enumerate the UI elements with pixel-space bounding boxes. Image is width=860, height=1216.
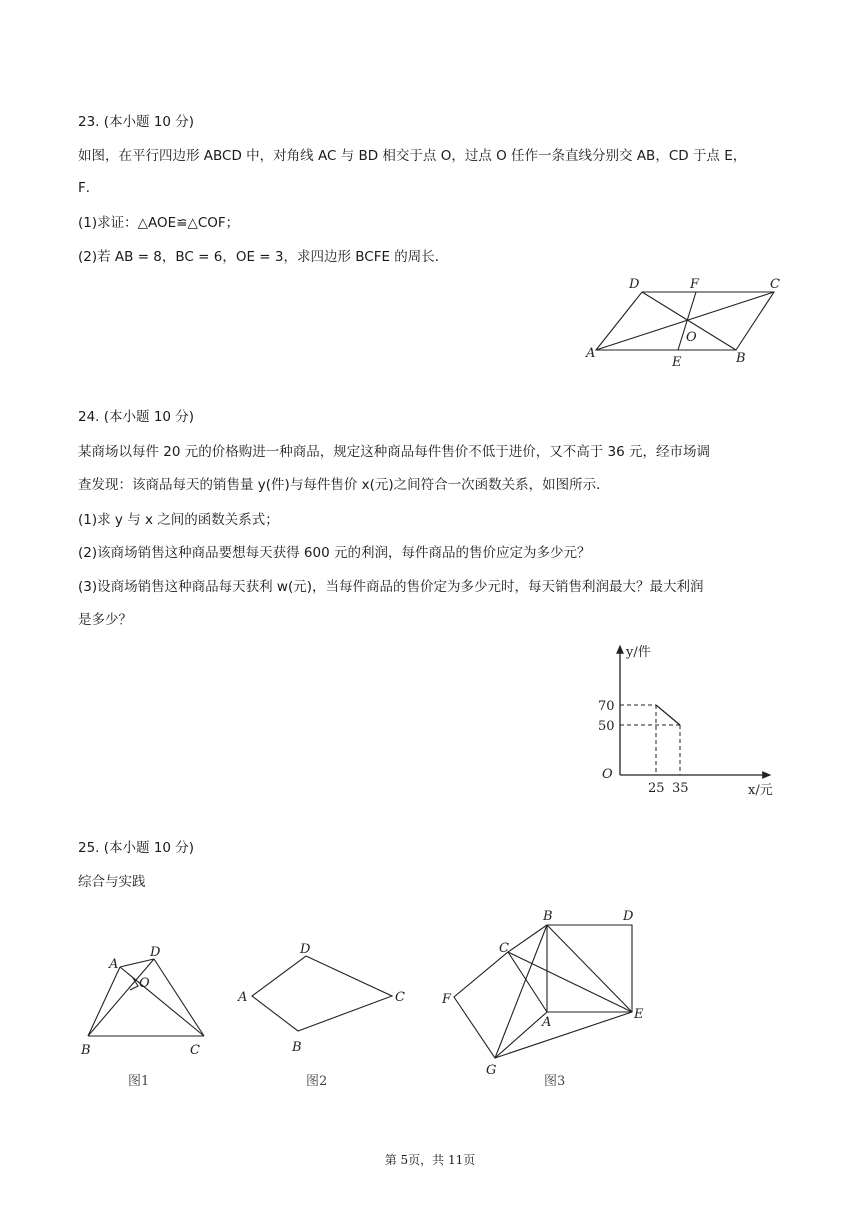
y-tick-50: 50 [598,719,615,734]
label-a: A [586,346,596,361]
quadrilateral-abcd [252,956,392,1031]
q23-intro-line1: 如图，在平行四边形 ABCD 中，对角线 AC 与 BD 相交于点 O，过点 O 任作一条直线分别交 AB，CD 于点 E， [78,148,747,164]
y-tick-70: 70 [598,699,615,714]
segment-ac [120,967,204,1036]
q23-part2: (2)若 AB = 8，BC = 6，OE = 3，求四边形 BCFE 的周长． [78,249,449,265]
fig3-label-e: E [634,1007,644,1022]
fig2-label-b: B [292,1040,302,1055]
label-e: E [672,355,682,370]
fig2-label-c: C [395,990,405,1005]
fig1-label-c: C [190,1043,200,1058]
figure-1 [76,940,216,1090]
fig1-label-o: O [139,976,150,991]
segment-ge [495,1012,632,1058]
fig2-label-d: D [300,942,311,957]
q24-part1: (1)求 y 与 x 之间的函数关系式； [78,512,279,528]
x-tick-25: 25 [648,781,665,796]
fig3-caption: 图3 [544,1074,566,1089]
segment-be [547,925,632,1012]
q24-part3-line1: (3)设商场销售这种商品每天获利 w(元)，当每件商品的售价定为多少元时，每天销售利润最大？最大利润 [78,579,704,595]
q24-intro-line1: 某商场以每件 20 元的价格购进一种商品，规定这种商品每件售价不低于进价，又不高于 36 元，经市场调 [78,444,711,460]
segment-ce [508,952,632,1012]
function-segment [656,705,680,725]
fig1-label-a: A [109,957,119,972]
diagonal-ac [596,292,774,350]
q24-part2: (2)该商场销售这种商品要想每天获得 600 元的利润，每件商品的售价应定为多少元？ [78,545,591,561]
x-tick-35: 35 [672,781,689,796]
y-axis-label: y/件 [626,645,651,660]
fig3-label-d: D [623,909,634,924]
origin-label: O [602,767,613,782]
fig1-label-d: D [150,945,161,960]
x-axis-label: x/元 [748,783,773,798]
fig1-label-b: B [81,1043,91,1058]
fig2-label-a: A [238,990,248,1005]
q24-part3-line2: 是多少？ [78,612,132,628]
q23-part1: (1)求证：△AOE≌△COF； [78,215,240,231]
label-b: B [736,351,746,366]
q23-heading: 23. (本小题 10 分) [78,114,195,130]
label-o: O [686,330,697,345]
fig3-label-c: C [499,941,509,956]
segment-ba [88,967,120,1036]
segment-dc [154,959,204,1036]
fig3-label-a: A [542,1015,552,1030]
parallelogram-figure [580,270,790,370]
segment-bd [88,959,154,1036]
sales-graph [590,636,790,801]
fig3-label-b: B [543,909,553,924]
fig3-label-f: F [442,992,452,1007]
figure-2 [230,940,420,1090]
fig1-caption: 图1 [128,1074,150,1089]
q24-heading: 24. (本小题 10 分) [78,409,195,425]
label-d: D [629,277,640,292]
label-c: C [770,277,780,292]
fig3-label-g: G [486,1063,497,1078]
page-footer: 第 5页，共 11页 [384,1153,476,1167]
segment-ad [120,959,154,967]
figure-3 [436,905,656,1090]
q24-intro-line2: 查发现：该商品每天的销售量 y(件)与每件售价 x(元)之间符合一次函数关系，如图所示． [78,477,610,493]
fig2-caption: 图2 [306,1074,328,1089]
square-cagf [454,952,547,1058]
q25-heading: 25. (本小题 10 分) [78,840,195,856]
q23-intro-line2: F． [78,180,100,196]
q25-subtitle: 综合与实践 [78,874,146,890]
label-f: F [690,277,700,292]
